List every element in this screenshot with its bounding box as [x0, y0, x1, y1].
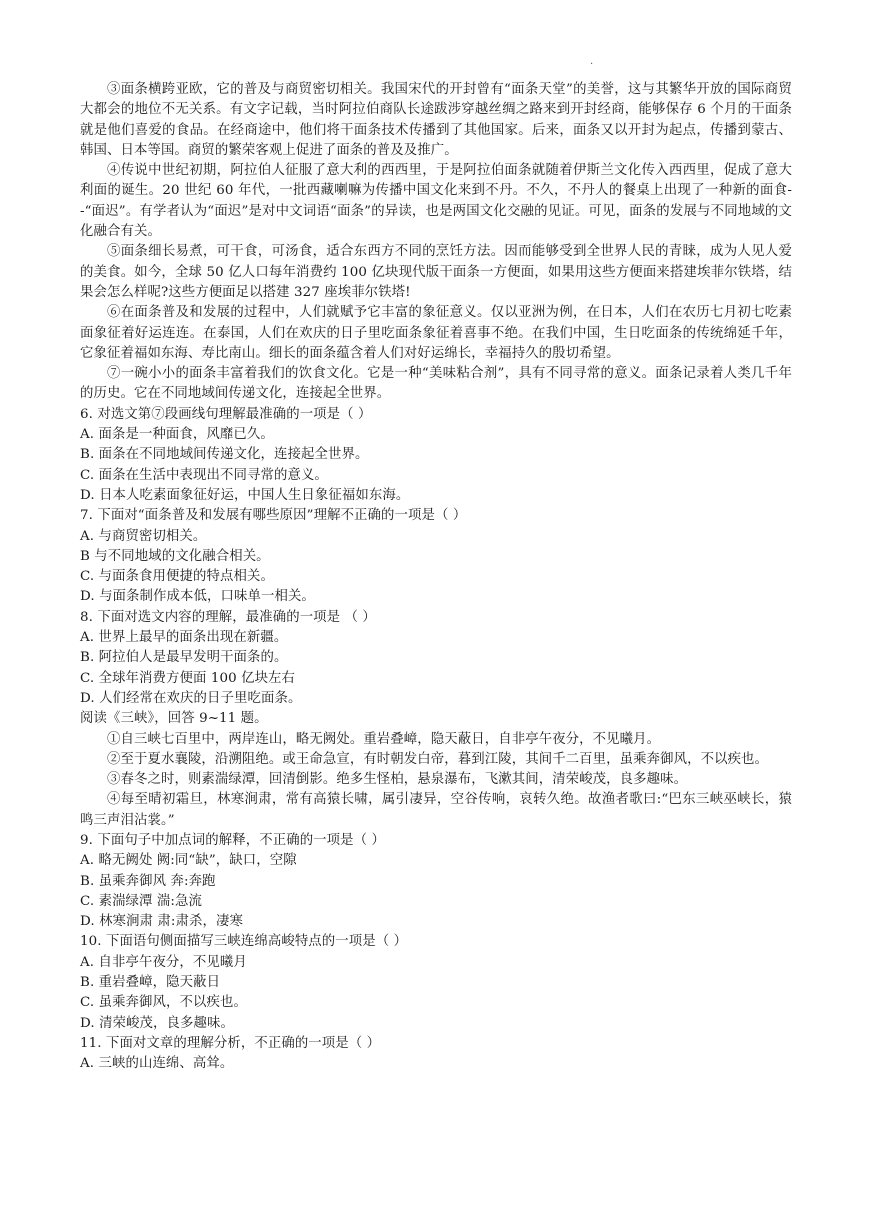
question-6-option-a: A. 面条是一种面食，风靡已久。	[80, 427, 274, 443]
question-8-option-d: D. 人们经常在欢庆的日子里吃面条。	[80, 690, 302, 706]
question-10-option-d: D. 清荣峻茂，良多趣味。	[80, 1015, 234, 1031]
question-6-option-d: D. 日本人吃素面象征好运，中国人生日象征福如东海。	[80, 487, 410, 503]
question-7-option-b: B 与不同地域的文化融合相关。	[80, 548, 270, 564]
passage1-paragraph-3: ③面条横跨亚欧，它的普及与商贸密切相关。我国宋代的开封曾有“面条天堂”的美誉，这与其繁华开放的国际商贸大都会的地位不无关系。有文字记载，当时阿拉伯商队长途跋涉穿越丝绸之路来到开封经商，能够保存 6 个月的干面条就是他们喜爱的食品。在经商途中，他们将干面条技术传播到了其他国家。后来，面条又以开封为起点，传播到蒙古、韩国、日本等国。商贸的繁荣客观上促进了面条的普及及推广。	[80, 82, 792, 158]
question-8-option-c: C. 全球年消费方便面 100 亿块左右	[80, 670, 296, 686]
passage2-paragraph-4: ④每至晴初霜旦，林寒涧肃，常有高猿长啸，属引凄异，空谷传响，哀转久绝。故渔者歌曰:“巴东三峡巫峡长，猿鸣三声泪沾裳。”	[80, 792, 792, 828]
header-dot: .	[590, 56, 594, 67]
passage1-paragraph-7: ⑦一碗小小的面条丰富着我们的饮食文化。它是一种“美味粘合剂”，具有不同寻常的意义。面条记录着人类几千年的历史。它在不同地域间传递文化，连接起全世界。	[80, 366, 792, 402]
passage2-paragraph-2: ②至于夏水襄陵，沿溯阻绝。或王命急宣，有时朝发白帝，暮到江陵，其间千二百里，虽乘奔御风，不以疾也。	[107, 751, 769, 767]
question-9-option-b: B. 虽乘奔御风 奔:奔跑	[80, 873, 216, 889]
question-6-option-b: B. 面条在不同地域间传递文化，连接起全世界。	[80, 447, 369, 463]
question-8-option-b: B. 阿拉伯人是最早发明干面条的。	[80, 650, 288, 666]
question-6-stem: 6. 对选文第⑦段画线句理解最准确的一项是（ ）	[80, 406, 372, 422]
passage2-paragraph-1: ①自三峡七百里中，两岸连山，略无阙处。重岩叠嶂，隐天蔽日，自非亭午夜分，不见曦月。	[107, 731, 661, 747]
passage1-paragraph-4: ④传说中世纪初期，阿拉伯人征服了意大利的西西里，于是阿拉伯面条就随着伊斯兰文化传入西西里，促成了意大利面的诞生。20 世纪 60 年代，一批西藏喇嘛为传播中国文化来到不丹。不久，不丹人的餐桌上出现了一种新的面食--“面迟”。有学者认为“面迟”是对中文词语“面条”的异读，也是两国文化交融的见证。可见，面条的发展与不同地域的文化融合有关。	[80, 163, 792, 240]
question-7-option-a: A. 与商贸密切相关。	[80, 528, 207, 544]
page-content	[80, 80, 792, 1075]
question-7-option-c: C. 与面条食用便捷的特点相关。	[80, 569, 274, 585]
question-10-option-b: B. 重岩叠嶂，隐天蔽日	[80, 975, 221, 991]
question-9-stem: 9. 下面句子中加点词的解释，不正确的一项是（ ）	[80, 832, 385, 848]
question-7-stem: 7. 下面对“面条普及和发展有哪些原因”理解不正确的一项是（ ）	[80, 508, 467, 524]
question-6-option-c: C. 面条在生活中表现出不同寻常的意义。	[80, 467, 328, 483]
question-8-option-a: A. 世界上最早的面条出现在新疆。	[80, 630, 288, 646]
question-10-stem: 10. 下面语句侧面描写三峡连绵高峻特点的一项是（ ）	[80, 934, 408, 950]
question-8-stem: 8. 下面对选文内容的理解，最准确的一项是 （ ）	[80, 609, 376, 625]
question-11-option-a: A. 三峡的山连绵、高耸。	[80, 1056, 234, 1072]
question-10-option-c: C. 虽乘奔御风，不以疾也。	[80, 995, 247, 1011]
question-11-stem: 11. 下面对文章的理解分析，不正确的一项是（ ）	[80, 1035, 381, 1051]
passage2-intro: 阅读《三峡》，回答 9~11 题。	[80, 711, 268, 727]
question-7-option-d: D. 与面条制作成本低，口味单一相关。	[80, 589, 315, 605]
question-9-option-a: A. 略无阙处 阙:同“缺”，缺口，空隙	[80, 853, 297, 869]
passage1-paragraph-5: ⑤面条细长易煮，可干食，可汤食，适合东西方不同的烹饪方法。因而能够受到全世界人民的青睐，成为人见人爱的美食。如今，全球 50 亿人口每年消费约 100 亿块现代版干面条一方便面，如果用这些方便面来搭建埃菲尔铁塔，结果会怎么样呢?这些方便面足以搭建 327 座埃菲尔铁塔!	[80, 244, 792, 300]
passage2-paragraph-3: ③春冬之时，则素湍绿潭，回清倒影。绝多生怪柏，悬泉瀑布，飞漱其间，清荣峻茂，良多趣味。	[107, 772, 688, 788]
question-9-option-c: C. 素湍绿潭 湍:急流	[80, 893, 202, 909]
passage1-paragraph-6: ⑥在面条普及和发展的过程中，人们就赋予它丰富的象征意义。仅以亚洲为例，在日本，人们在农历七月初七吃素面象征着好运连连。在泰国，人们在欢庆的日子里吃面条象征着喜事不绝。在我们中国，生日吃面条的传统绵延千年，它象征着福如东海、寿比南山。细长的面条蕴含着人们对好运绵长，幸福持久的殷切希望。	[80, 305, 792, 361]
question-9-option-d: D. 林寒涧肃 肃:肃杀，凄寒	[80, 914, 243, 930]
question-10-option-a: A. 自非亭午夜分，不见曦月	[80, 954, 247, 970]
